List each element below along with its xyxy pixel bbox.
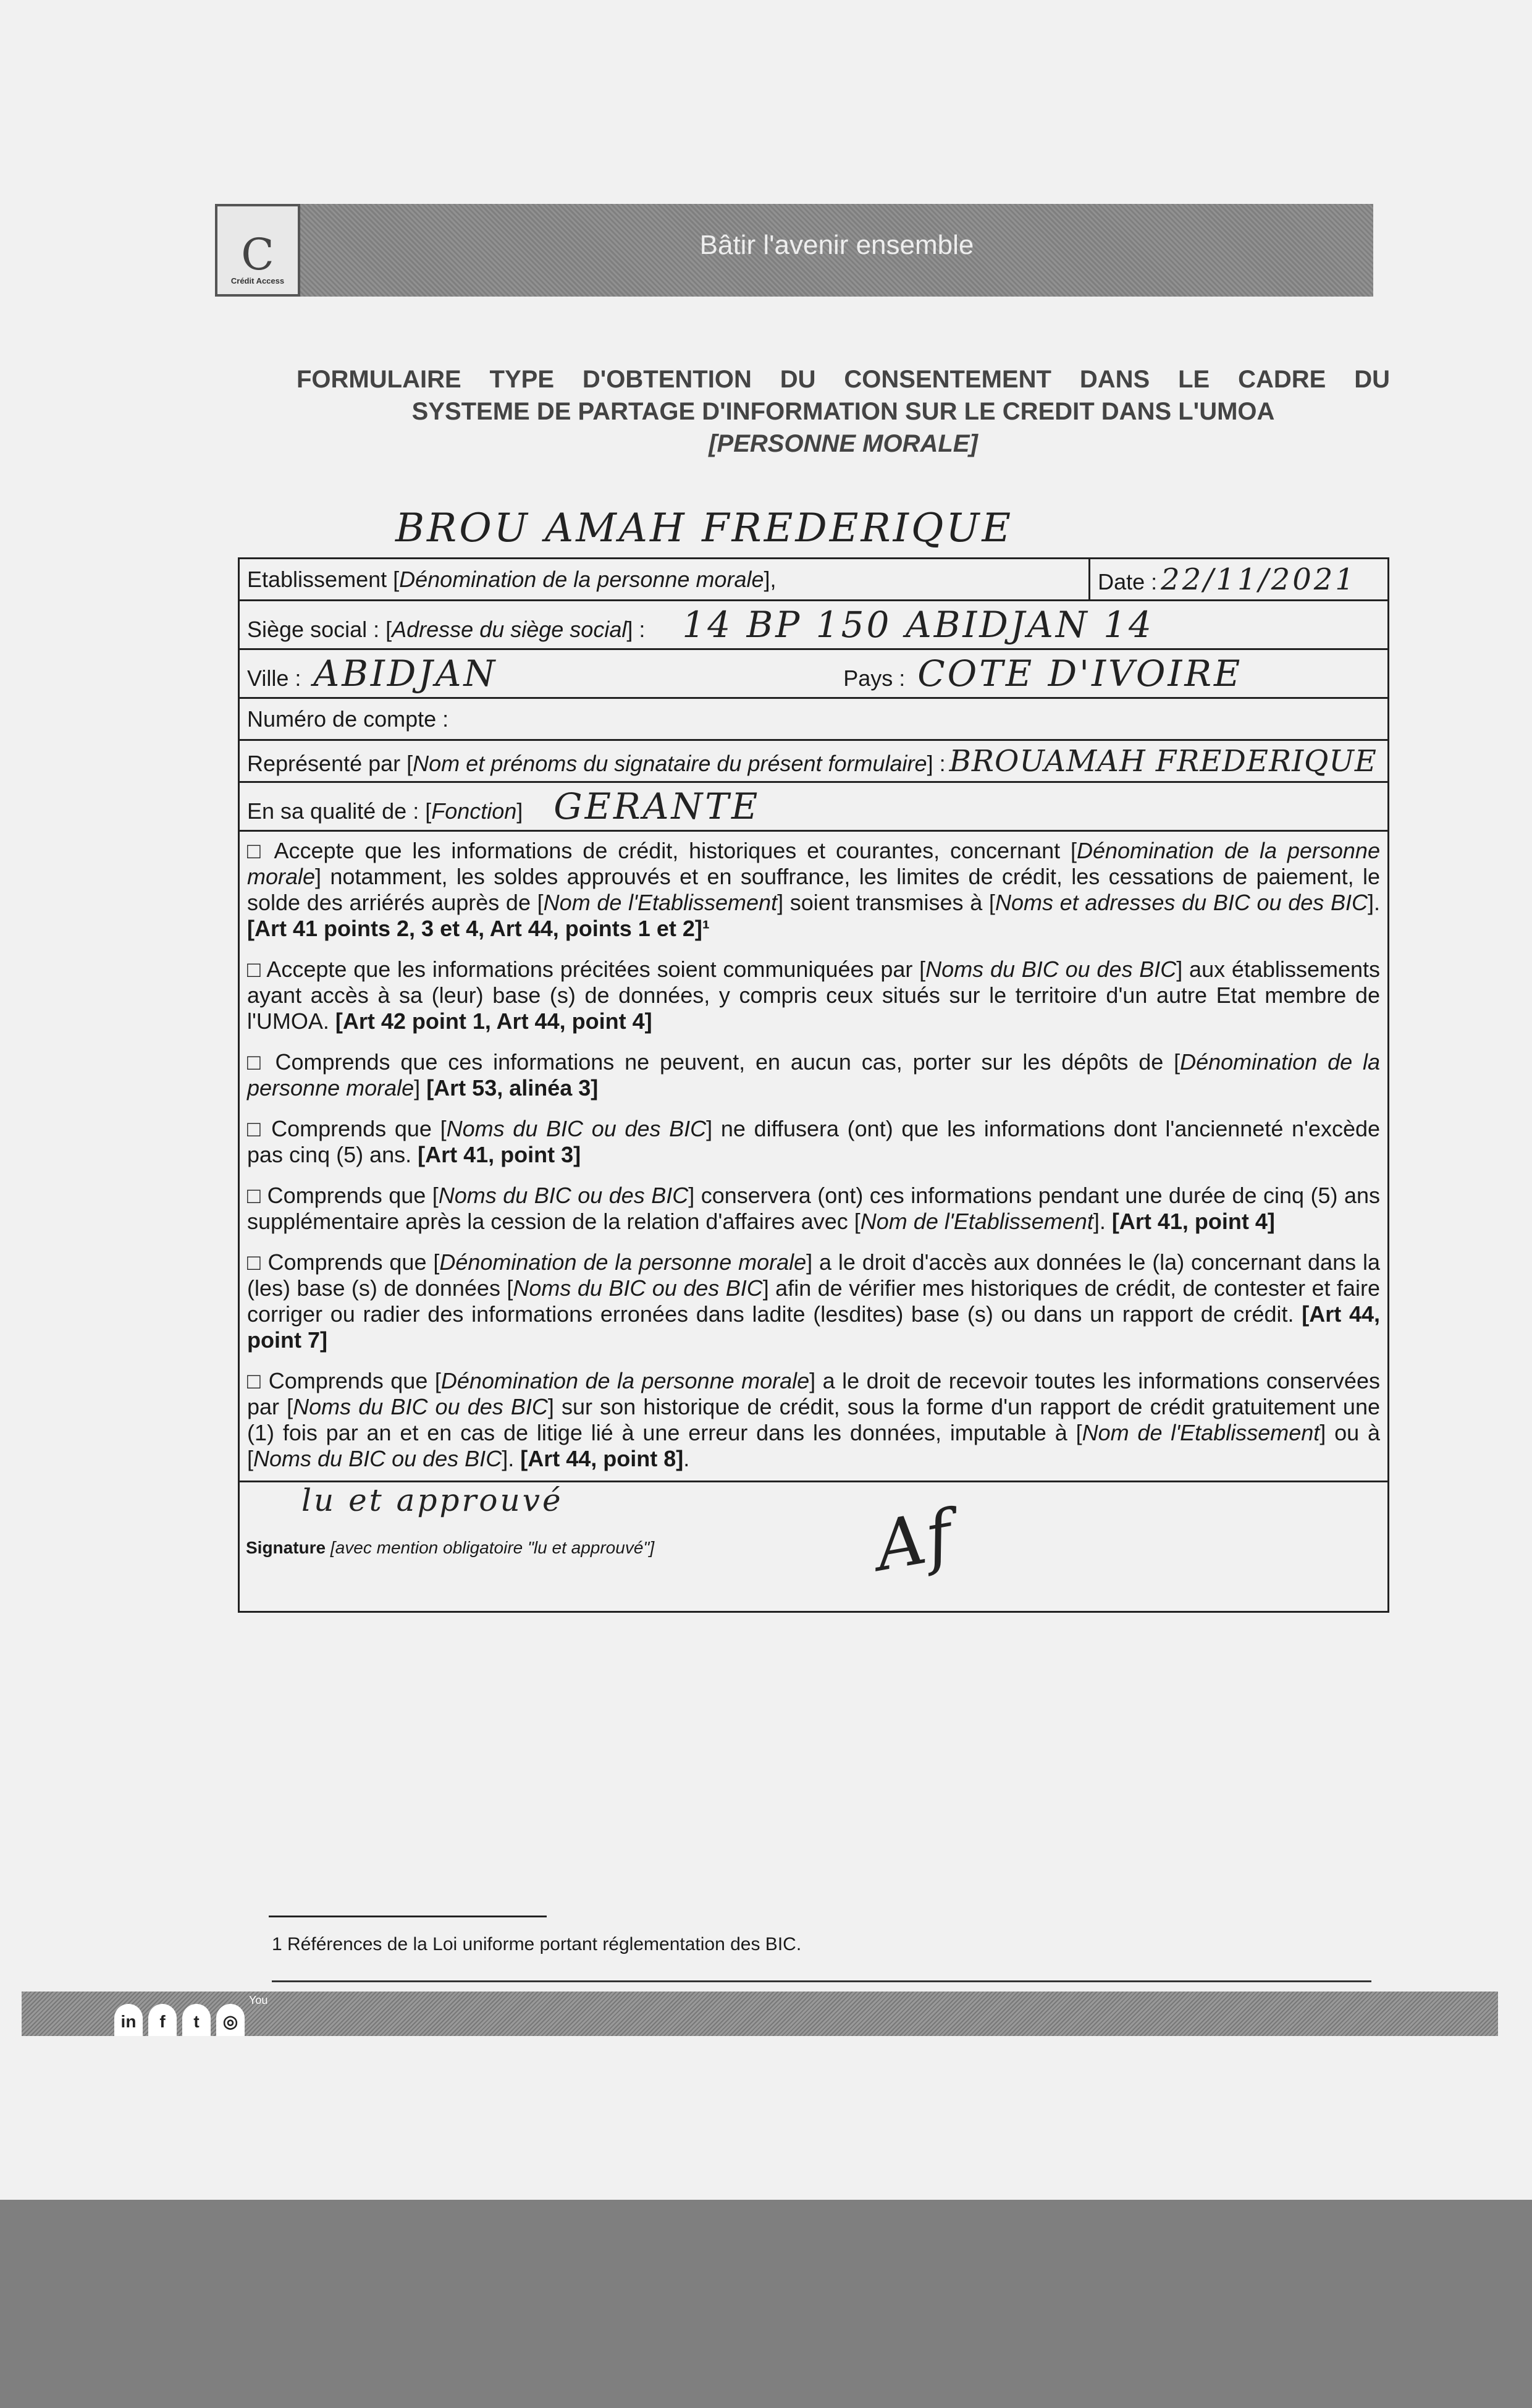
date-value: 22/11/2021 xyxy=(1161,562,1357,597)
date-field[interactable] xyxy=(1090,559,1389,601)
footer-divider xyxy=(272,1980,1371,1982)
clause-text: . xyxy=(683,1446,690,1471)
clause-text: [Art 42 point 1, Art 44, point 4] xyxy=(335,1008,652,1034)
date-label: Date : xyxy=(1098,568,1158,594)
logo-text: Crédit Access xyxy=(230,276,285,285)
consent-clause xyxy=(240,1362,1387,1481)
hint: Fonction xyxy=(431,798,517,824)
clause-text: [Art 41, point 4] xyxy=(1111,1209,1275,1234)
footnote-divider xyxy=(269,1916,547,1917)
qualite-value: GERANTE xyxy=(553,785,760,827)
twitter-icon[interactable]: t xyxy=(182,2004,211,2036)
slogan: Bâtir l'avenir ensemble xyxy=(699,230,974,260)
consent-clause xyxy=(240,950,1387,1043)
clause-text: Noms du BIC ou des BIC xyxy=(925,957,1177,982)
clause-text: ]. xyxy=(1093,1209,1112,1234)
clause-text: [Art 41, point 3] xyxy=(418,1142,581,1167)
footer-bar xyxy=(22,1992,1498,2036)
label-end: ], xyxy=(764,566,777,592)
clause-text: □ Accepte que les informations précitées soient communiquées par [ xyxy=(247,957,926,982)
clause-text: ]. xyxy=(502,1446,521,1471)
clause-text: Noms du BIC ou des BIC xyxy=(438,1183,689,1208)
signature-block[interactable] xyxy=(239,1482,1389,1612)
clause-text: Dénomination de la personne morale xyxy=(440,1368,810,1393)
clause-text: ] afin de vérifier mes historiques de crédit, de contester et faire corriger ou radier des informations erronées dans ladite (lesdites) base (s) ou dans un rapport de crédit. xyxy=(247,1275,1380,1327)
title-line-3: [PERSONNE MORALE] xyxy=(709,430,978,457)
consent-clause xyxy=(240,1110,1387,1177)
consent-clause xyxy=(240,1177,1387,1243)
clause-text: Nom de l'Etablissement xyxy=(543,890,778,915)
clause-text: ] soient transmises à [ xyxy=(777,890,995,915)
clause-text: [Art 41 points 2, 3 et 4, Art 44, points 1 et 2]¹ xyxy=(247,916,710,941)
pays-value: COTE D'IVOIRE xyxy=(917,653,1243,695)
consent-clause xyxy=(240,1043,1387,1110)
ville-value: ABIDJAN xyxy=(313,653,498,695)
clause-text: ] sur son historique de crédit, sous la forme d'un rapport de crédit gratuitement une (1) fois par an et en cas de litige lié à une erreur dans les données, imputable à [ xyxy=(247,1394,1380,1445)
clause-text: ] aux établissements ayant accès à sa (leur) base (s) de données, y compris ceux situés sur le territoire d'un autre Etat membre de l'UMOA. xyxy=(247,957,1380,1034)
header-banner xyxy=(215,204,1373,297)
title-line-1: FORMULAIRE TYPE D'OBTENTION DU CONSENTEMENT DANS LE CADRE DU xyxy=(297,366,1390,393)
clause-text: □ Accepte que les informations de crédit, historiques et courantes, concernant [ xyxy=(247,838,1077,863)
clause-text: Noms du BIC ou des BIC xyxy=(253,1446,502,1471)
siege-value: 14 BP 150 ABIDJAN 14 xyxy=(682,604,1154,646)
represente-field[interactable] xyxy=(239,740,1389,782)
clause-text: Dénomination de la personne morale xyxy=(247,1049,1380,1100)
qualite-field[interactable] xyxy=(239,782,1389,831)
consent-clause xyxy=(240,832,1387,950)
clause-text: ] conservera (ont) ces informations pendant une durée de cinq (5) ans supplémentaire après la cession de la relation d'affaires avec [ xyxy=(247,1183,1380,1234)
clause-text: □ Comprends que [ xyxy=(247,1116,447,1141)
clause-text: □ Comprends que [ xyxy=(247,1183,439,1208)
label-end: ] : xyxy=(626,617,646,642)
siege-field[interactable] xyxy=(239,601,1389,649)
compte-label: Numéro de compte : xyxy=(247,706,449,732)
clause-text: ] a le droit de recevoir toutes les informations conservées par [ xyxy=(247,1368,1380,1419)
ville-pays-field[interactable] xyxy=(239,649,1389,698)
handwritten-company-name: BROU AMAH FREDERIQUE xyxy=(395,505,1014,551)
clause-text: Nom de l'Etablissement xyxy=(860,1209,1093,1234)
signature-note: [avec mention obligatoire "lu et approuvé"] xyxy=(330,1538,655,1557)
label: Siège social : [ xyxy=(247,617,392,642)
etablissement-field[interactable] xyxy=(239,559,1090,601)
clause-text: ] ou à [ xyxy=(247,1420,1380,1471)
credit-access-logo: C Crédit Access xyxy=(215,204,300,297)
clause-text: ] notamment, les soldes approuvés et en souffrance, les limites de crédit, les cessations de paiement, le solde des arriérés auprès de [ xyxy=(247,864,1380,915)
clause-text: Noms et adresses du BIC ou des BIC xyxy=(995,890,1368,915)
represente-value: BROUAMAH FREDERIQUE xyxy=(949,743,1377,779)
label: Etablissement [ xyxy=(247,566,400,592)
facebook-icon[interactable]: f xyxy=(148,2004,177,2036)
hint: Dénomination de la personne morale xyxy=(399,566,764,592)
pays-label: Pays : xyxy=(843,665,906,691)
handwritten-signature: Af xyxy=(869,1495,961,1586)
clause-text: Noms du BIC ou des BIC xyxy=(513,1275,763,1301)
clause-text: ]. xyxy=(1368,890,1381,915)
page-title xyxy=(297,363,1390,460)
clause-text: ] xyxy=(414,1075,427,1100)
clause-text: [Art 53, alinéa 3] xyxy=(426,1075,599,1100)
hint: Nom et prénoms du signataire du présent formulaire xyxy=(413,750,927,776)
clause-text: □ Comprends que [ xyxy=(247,1249,440,1275)
clause-text: [Art 44, point 8] xyxy=(520,1446,684,1471)
clause-text: Dénomination de la personne morale xyxy=(247,838,1380,889)
clause-text: Nom de l'Etablissement xyxy=(1082,1420,1320,1445)
label: En sa qualité de : [ xyxy=(247,798,432,824)
youtube-label[interactable]: You xyxy=(249,1994,268,2006)
label-end: ] xyxy=(516,798,523,824)
instagram-icon[interactable]: ◎ xyxy=(216,2004,245,2036)
linkedin-icon[interactable]: in xyxy=(114,2004,143,2036)
footnote: 1 Références de la Loi uniforme portant réglementation des BIC. xyxy=(272,1934,802,1954)
clause-text: □ Comprends que ces informations ne peuvent, en aucun cas, porter sur les dépôts de [ xyxy=(247,1049,1181,1075)
clause-text: ] a le droit d'accès aux données le (la) concernant dans la (les) base (s) de données [ xyxy=(247,1249,1380,1301)
clause-text: Noms du BIC ou des BIC xyxy=(446,1116,707,1141)
signature-title: Signature xyxy=(246,1538,326,1557)
label: Représenté par [ xyxy=(247,750,413,776)
signature-label xyxy=(246,1538,654,1558)
label-end: ] : xyxy=(927,750,946,776)
title-line-2: SYSTEME DE PARTAGE D'INFORMATION SUR LE CREDIT DANS L'UMOA xyxy=(411,398,1275,425)
handwritten-lu-et-approuve: lu et approuvé xyxy=(301,1482,563,1518)
clause-text: ] ne diffusera (ont) que les informations dont l'ancienneté n'excède pas cinq (5) ans. xyxy=(247,1116,1381,1167)
ville-label: Ville : xyxy=(247,665,301,691)
compte-field[interactable] xyxy=(239,698,1389,740)
consent-clauses xyxy=(239,831,1389,1482)
consent-form-table xyxy=(238,557,1389,1613)
clause-text: Dénomination de la personne morale xyxy=(439,1249,807,1275)
consent-clause xyxy=(240,1243,1387,1362)
clause-text: [Art 44, point 7] xyxy=(247,1301,1380,1353)
clause-text: Noms du BIC ou des BIC xyxy=(293,1394,548,1419)
clause-text: □ Comprends que [ xyxy=(247,1368,441,1393)
hint: Adresse du siège social xyxy=(392,617,627,642)
